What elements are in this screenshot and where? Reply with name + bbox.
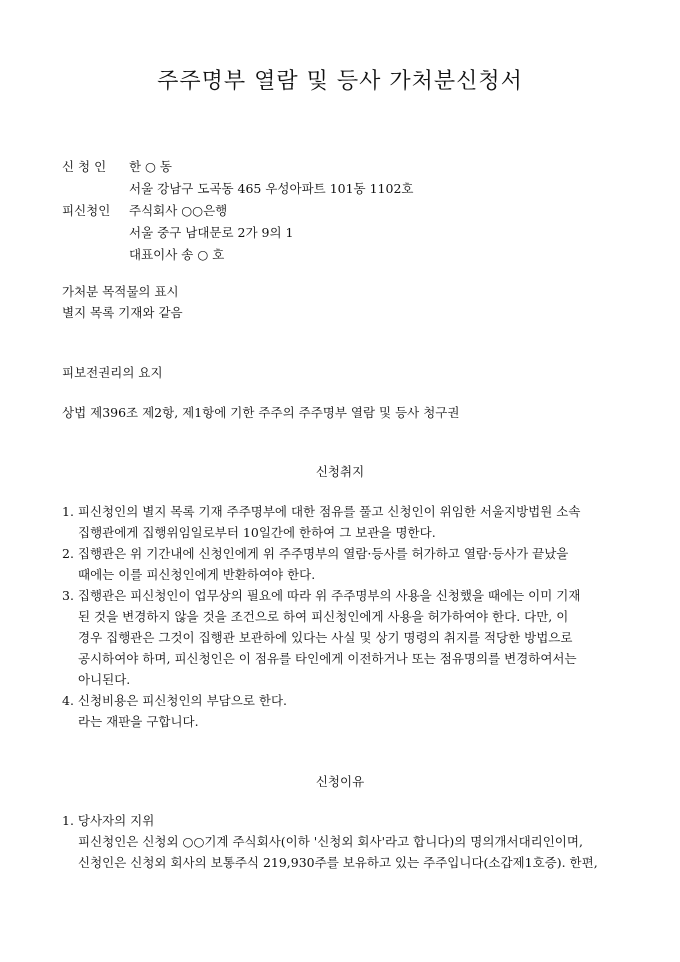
reason-heading: 신청이유 xyxy=(315,774,365,789)
purpose-line: 4. 신청비용은 피신청인의 부담으로 한다. xyxy=(62,693,287,708)
object-heading: 가처분 목적물의 표시 xyxy=(62,284,179,299)
purpose-line: 집행관에게 집행위임일로부터 10일간에 한하여 그 보관을 명한다. xyxy=(78,525,436,540)
respondent-representative: 대표이사 송 ○ 호 xyxy=(129,247,225,262)
purpose-line: 아니된다. xyxy=(78,672,131,687)
applicant-label: 신 청 인 xyxy=(62,159,107,174)
purpose-line: 때에는 이를 피신청인에게 반환하여야 한다. xyxy=(78,567,316,582)
purpose-heading: 신청취지 xyxy=(315,464,365,479)
respondent-address: 서울 중구 남대문로 2가 9의 1 xyxy=(129,225,294,240)
respondent-name: 주식회사 ○○은행 xyxy=(129,203,228,218)
applicant-name: 한 ○ 동 xyxy=(129,159,173,174)
purpose-line: 3. 집행관은 피신청인이 업무상의 필요에 따라 위 주주명부의 사용을 신청했을 때에는 이미 기재 xyxy=(62,588,581,603)
purpose-line: 된 것을 변경하지 않을 것을 조건으로 하여 피신청인에게 사용을 허가하여야 한다. 다만, 이 xyxy=(78,609,569,624)
applicant-address: 서울 강남구 도곡동 465 우성아파트 101동 1102호 xyxy=(129,181,414,196)
purpose-line: 2. 집행관은 위 기간내에 신청인에게 위 주주명부의 열람·등사를 허가하고 열람·등사가 끝났을 xyxy=(62,546,569,561)
right-text: 상법 제396조 제2항, 제1항에 기한 주주의 주주명부 열람 및 등사 청구권 xyxy=(62,405,460,420)
purpose-line: 경우 집행관은 그것이 집행관 보관하에 있다는 사실 및 상기 명령의 취지를 적당한 방법으로 xyxy=(78,630,573,645)
document-title: 주주명부 열람 및 등사 가처분신청서 xyxy=(157,69,523,94)
object-text: 별지 목록 기재와 같음 xyxy=(62,305,183,320)
purpose-line: 공시하여야 하며, 피신청인은 이 점유를 타인에게 이전하거나 또는 점유명의를 변경하여서는 xyxy=(78,651,577,666)
reason-line: 피신청인은 신청외 ○○기계 주식회사(이하 '신청외 회사'라고 합니다)의 명의개서대리인이며, xyxy=(78,834,583,849)
reason-line: 신청인은 신청외 회사의 보통주식 219,930주를 보유하고 있는 주주입니다(소갑제1호증). 한편, xyxy=(78,855,598,870)
purpose-line: 라는 재판을 구합니다. xyxy=(78,714,199,729)
right-heading: 피보전권리의 요지 xyxy=(62,365,163,380)
respondent-label: 피신청인 xyxy=(62,203,111,218)
reason-line: 1. 당사자의 지위 xyxy=(62,813,155,828)
purpose-line: 1. 피신청인의 별지 목록 기재 주주명부에 대한 점유를 풀고 신청인이 위임한 서울지방법원 소속 xyxy=(62,504,581,519)
